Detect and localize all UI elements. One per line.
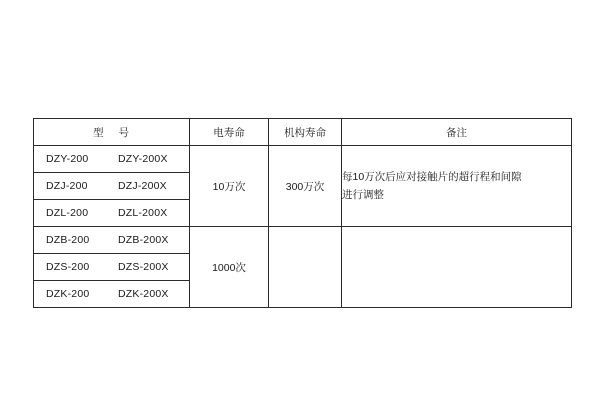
model-cell [34, 254, 190, 281]
model-code-primary: DZS-200 [46, 261, 90, 273]
model-cell-inner [34, 146, 189, 172]
model-code-variant: DZK-200X [118, 288, 169, 300]
model-cell-inner [34, 200, 189, 226]
model-cell-inner [34, 254, 189, 280]
table-body [34, 146, 572, 308]
column-header-electrical-life: 电寿命 [190, 119, 269, 146]
electrical-life-value-group-1: 10万次 [190, 146, 269, 227]
table-header-row [34, 119, 572, 146]
model-code-variant: DZB-200X [118, 234, 169, 246]
model-code-variant: DZS-200X [118, 261, 169, 273]
table-header [34, 119, 572, 146]
table-row [34, 227, 572, 254]
remark-line-2: 进行调整 [342, 189, 384, 201]
model-cell-inner [34, 173, 189, 199]
model-cell [34, 227, 190, 254]
model-cell [34, 146, 190, 173]
model-code-primary: DZL-200 [46, 207, 89, 219]
column-header-model-right: 号 [118, 126, 130, 139]
table-row [34, 146, 572, 173]
model-cell [34, 173, 190, 200]
model-cell [34, 281, 190, 308]
column-header-model-inner [34, 125, 189, 140]
model-cell-inner [34, 227, 189, 253]
model-cell-inner [34, 281, 189, 307]
mechanical-life-value-group-2 [269, 227, 342, 308]
model-code-primary: DZY-200 [46, 153, 89, 165]
remark-line-1: 每10万次后应对接触片的超行程和间隙 [342, 170, 522, 183]
column-header-mechanical-life: 机构寿命 [269, 119, 342, 146]
model-code-variant: DZJ-200X [118, 180, 167, 192]
mechanical-life-value-group-1: 300万次 [269, 146, 342, 227]
model-code-primary: DZJ-200 [46, 180, 88, 192]
model-code-variant: DZL-200X [118, 207, 168, 219]
electrical-life-value-group-2: 1000次 [190, 227, 269, 308]
specification-table [33, 118, 572, 308]
model-code-variant: DZY-200X [118, 153, 168, 165]
remark-value-group-2 [342, 227, 572, 308]
model-cell [34, 200, 190, 227]
model-code-primary: DZB-200 [46, 234, 90, 246]
column-header-remark: 备注 [342, 119, 572, 146]
column-header-model [34, 119, 190, 146]
model-code-primary: DZK-200 [46, 288, 90, 300]
remark-value-group-1 [342, 146, 572, 227]
column-header-model-left: 型 [93, 126, 105, 139]
